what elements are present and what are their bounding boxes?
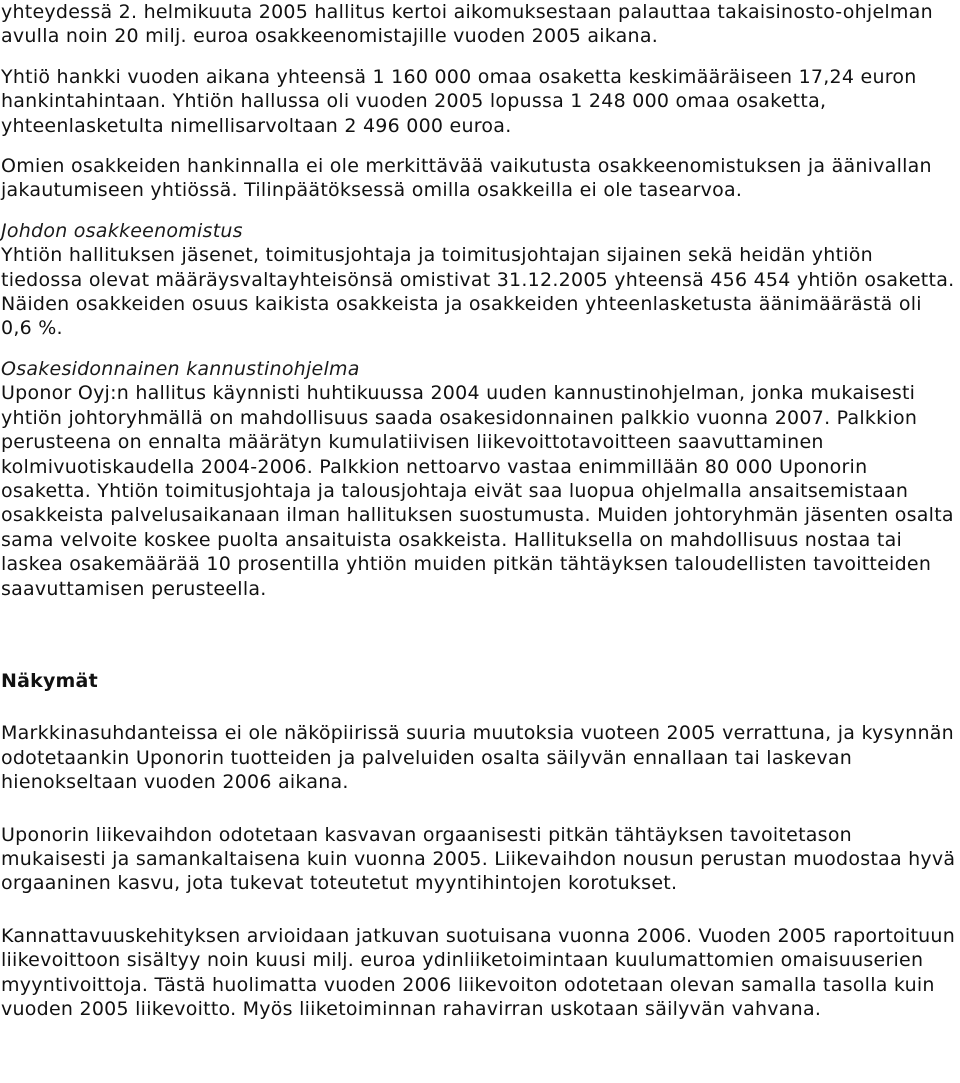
report-page bbox=[1, 0, 956, 1021]
paragraph-own-shares-effect: Omien osakkeiden hankinnalla ei ole merkittävää vaikutusta osakkeenomistuksen ja äänivallan jakautumiseen yhtiössä. Tilinpäätöksessä omilla osakkeilla ei ole tasearvoa. bbox=[1, 155, 932, 202]
spacer bbox=[1, 203, 956, 219]
paragraph-incentive-plan: Uponor Oyj:n hallitus käynnisti huhtikuussa 2004 uuden kannustinohjelman, jonka mukaisesti yhtiön johtoryhmällä on mahdollisuus saada osakesidonnainen palkkio vuonna 2007. Palkkion perusteena on ennalta määrätyn kumulatiivisen liikevoittotavoitteen saavuttaminen kolmivuotiskaudella 2004-2006. Palkkion nettoarvo vastaa enimmillään 80 000 Uponorin osaketta. Yhtiön toimitusjohtaja ja talousjohtaja eivät saa luopua ohjelmalla ansaitsemistaan osakkeista palvelusaikanaan ilman hallituksen suostumusta. Muiden johtoryhmän jäsenten osalta sama velvoite koskee puolta ansaituista osakkeista. Hallituksella on mahdollisuus nostaa tai laskea osakemäärää 10 prosentilla yhtiön muiden pitkän tähtäyksen taloudellisten tavoitteiden saavuttamisen perusteella. bbox=[1, 382, 954, 600]
spacer bbox=[1, 693, 956, 721]
subheading-incentive-plan: Osakesidonnainen kannustinohjelma bbox=[1, 357, 360, 380]
paragraph-buyback-program: yhteydessä 2. helmikuuta 2005 hallitus kertoi aikomuksestaan palauttaa takaisinosto-ohjelman avulla noin 20 milj. euroa osakkeenomistajille vuoden 2005 aikana. bbox=[1, 1, 933, 48]
paragraph-management-ownership: Yhtiön hallituksen jäsenet, toimitusjohtaja ja toimitusjohtajan sijainen sekä heidän yhtiön tiedossa olevat määräysvaltayhteisönsä omistivat 31.12.2005 yhteensä 456 454 yhtiön osaketta. Näiden osakkeiden osuus kaikista osakkeista ja osakkeiden yhteenlasketusta äänimäärästä oli 0,6 %. bbox=[1, 244, 955, 340]
spacer bbox=[1, 795, 956, 823]
paragraph-outlook-profit: Kannattavuuskehityksen arvioidaan jatkuvan suotuisana vuonna 2006. Vuoden 2005 raportoituun liikevoittoon sisältyy noin kuusi milj. euroa ydinliiketoimintaan kuulumattomien omaisuuserien myyntivoittoja. Tästä huolimatta vuoden 2006 liikevoiton odotetaan olevan samalla tasolla kuin vuoden 2005 liikevoitto. Myös liiketoiminnan rahavirran uskotaan säilyvän vahvana. bbox=[1, 924, 956, 1020]
paragraph-own-shares-acquired: Yhtiö hankki vuoden aikana yhteensä 1 160 000 omaa osaketta keskimääräiseen 17,24 euron hankintahintaan. Yhtiön hallussa oli vuoden 2005 lopussa 1 248 000 omaa osaketta, yhteenlasketulta nimellisarvoltaan 2 496 000 euroa. bbox=[1, 65, 917, 137]
spacer bbox=[1, 896, 956, 924]
spacer bbox=[1, 49, 956, 65]
spacer bbox=[1, 601, 956, 669]
section-title-outlook: Näkymät bbox=[1, 669, 98, 692]
spacer bbox=[1, 341, 956, 357]
spacer bbox=[1, 138, 956, 154]
subheading-management-ownership: Johdon osakkeenomistus bbox=[1, 219, 243, 242]
paragraph-outlook-revenue: Uponorin liikevaihdon odotetaan kasvavan orgaanisesti pitkän tähtäyksen tavoitetason mukaisesti ja samankaltaisena kuin vuonna 2005. Liikevaihdon nousun perustan muodostaa hyvä orgaaninen kasvu, jota tukevat toteutetut myyntihintojen korotukset. bbox=[1, 823, 956, 895]
paragraph-outlook-market: Markkinasuhdanteissa ei ole näköpiirissä suuria muutoksia vuoteen 2005 verrattuna, ja kysynnän odotetaankin Uponorin tuotteiden ja palveluiden osalta säilyvän ennallaan tai laskevan hienokseltaan vuoden 2006 aikana. bbox=[1, 722, 954, 794]
